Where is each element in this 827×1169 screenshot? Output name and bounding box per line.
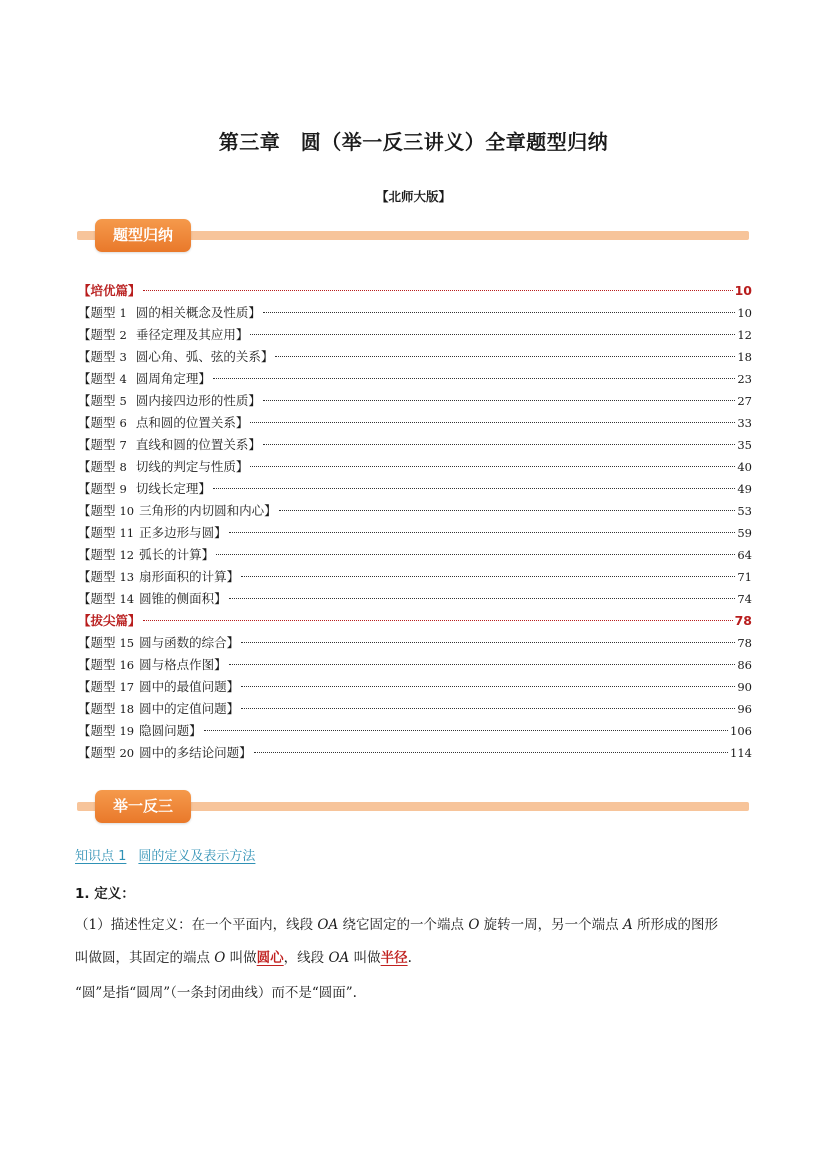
knowledge-point-number: 知识点 1 [75, 849, 127, 864]
term-radius: 半径 [380, 950, 408, 966]
toc-page-number: 53 [737, 504, 752, 518]
toc-item-label [78, 676, 239, 698]
toc-item-number: 20 [119, 746, 135, 760]
text-segment: 所形成的图形 [632, 917, 719, 933]
toc-item-number: 18 [119, 702, 135, 716]
toc-item-row[interactable] [78, 324, 752, 346]
toc-page-number: 10 [737, 306, 752, 320]
toc-item-row[interactable] [78, 676, 752, 698]
toc-item-label [78, 434, 261, 456]
toc-item-prefix: 【题型 [78, 569, 120, 584]
toc-item-prefix: 【题型 [78, 635, 120, 650]
toc-page-number: 90 [737, 680, 752, 694]
toc-leader-dots [241, 576, 735, 577]
point-o: O [468, 917, 480, 933]
toc-item-prefix: 【题型 [78, 723, 120, 738]
toc-leader-dots [229, 664, 736, 665]
toc-item-number: 3 [119, 350, 127, 364]
toc-leader-dots [213, 378, 736, 379]
toc-page-number: 86 [737, 658, 752, 672]
knowledge-point-heading[interactable] [75, 845, 255, 864]
toc-page-number: 59 [737, 526, 752, 540]
toc-item-number: 9 [119, 482, 127, 496]
toc-item-prefix: 【题型 [78, 393, 120, 408]
toc-leader-dots [143, 620, 733, 621]
toc-item-row[interactable] [78, 346, 752, 368]
toc-leader-dots [254, 752, 728, 753]
toc-item-number: 13 [119, 570, 135, 584]
toc-section-row[interactable] [78, 280, 752, 302]
toc-item-title: 圆心角、弧、弦的关系】 [135, 349, 274, 364]
segment-oa: OA [317, 917, 339, 933]
toc-item-number: 11 [119, 526, 135, 540]
toc-leader-dots [204, 730, 728, 731]
toc-item-number: 10 [119, 504, 135, 518]
toc-item-number: 4 [119, 372, 127, 386]
toc-section-label: 【培优篇】 [78, 283, 141, 298]
toc-page-number: 40 [737, 460, 752, 474]
toc-item-row[interactable] [78, 522, 752, 544]
toc-item-number: 1 [119, 306, 127, 320]
toc-item-prefix: 【题型 [78, 437, 120, 452]
toc-leader-dots [263, 312, 736, 313]
toc-item-label [78, 522, 227, 544]
knowledge-point-title: 圆的定义及表示方法 [138, 849, 256, 864]
toc-leader-dots [263, 444, 736, 445]
toc-item-row[interactable] [78, 368, 752, 390]
toc-item-number: 15 [119, 636, 135, 650]
text-segment: . [407, 950, 412, 966]
toc-leader-dots [263, 400, 736, 401]
toc-item-title: 切线长定理】 [135, 481, 211, 496]
toc-leader-dots [229, 532, 736, 533]
toc-leader-dots [229, 598, 736, 599]
toc-page-number: 27 [737, 394, 752, 408]
toc-item-label [78, 632, 239, 654]
toc-item-label [78, 720, 202, 742]
toc-page-number: 49 [737, 482, 752, 496]
toc-item-label [78, 324, 248, 346]
toc-item-title: 垂径定理及其应用】 [135, 327, 249, 342]
toc-item-prefix: 【题型 [78, 701, 120, 716]
toc-item-number: 8 [119, 460, 127, 474]
toc-item-number: 7 [119, 438, 127, 452]
toc-item-number: 14 [119, 592, 135, 606]
toc-page-number: 12 [737, 328, 752, 342]
toc-item-label [78, 456, 248, 478]
toc-item-row[interactable] [78, 434, 752, 456]
toc-item-title: 圆中的多结论问题】 [139, 745, 252, 760]
toc-page-number: 71 [737, 570, 752, 584]
toc-item-prefix: 【题型 [78, 657, 120, 672]
toc-leader-dots [241, 708, 735, 709]
toc-item-label [78, 478, 211, 500]
toc-item-number: 19 [119, 724, 135, 738]
toc-leader-dots [213, 488, 736, 489]
toc-item-row[interactable] [78, 654, 752, 676]
toc-item-title: 圆内接四边形的性质】 [135, 393, 261, 408]
toc-item-label [78, 566, 239, 588]
toc-item-prefix: 【题型 [78, 547, 120, 562]
toc-leader-dots [216, 554, 735, 555]
toc-item-prefix: 【题型 [78, 591, 120, 606]
table-of-contents [78, 280, 752, 764]
banner-tag: 举一反三 [95, 790, 191, 823]
toc-item-number: 12 [119, 548, 135, 562]
toc-page-number: 96 [737, 702, 752, 716]
definition-note: “圆”是指“圆周”（一条封闭曲线）而不是“圆面”. [75, 985, 357, 1001]
toc-item-label [78, 500, 277, 522]
toc-item-number: 17 [119, 680, 135, 694]
toc-page-number: 10 [734, 283, 752, 298]
toc-leader-dots [279, 510, 736, 511]
toc-leader-dots [250, 422, 735, 423]
text-segment: 旋转一周，另一个端点 [479, 917, 623, 933]
toc-item-title: 扇形面积的计算】 [139, 569, 240, 584]
toc-page-number: 23 [737, 372, 752, 386]
toc-item-row[interactable] [78, 500, 752, 522]
definition-line-1 [75, 913, 753, 933]
point-a: A [622, 917, 633, 933]
toc-leader-dots [241, 642, 735, 643]
toc-item-title: 圆中的定值问题】 [139, 701, 240, 716]
toc-item-prefix: 【题型 [78, 349, 120, 364]
toc-item-number: 2 [119, 328, 127, 342]
toc-item-row[interactable] [78, 412, 752, 434]
toc-section-row[interactable] [78, 610, 752, 632]
toc-item-row[interactable] [78, 588, 752, 610]
toc-item-title: 点和圆的位置关系】 [135, 415, 249, 430]
toc-item-prefix: 【题型 [78, 679, 120, 694]
text-segment: （1）描述性定义：在一个平面内，线段 [75, 917, 318, 933]
toc-item-row[interactable] [78, 456, 752, 478]
toc-item-title: 圆的相关概念及性质】 [135, 305, 261, 320]
toc-page-number: 78 [737, 636, 752, 650]
toc-item-title: 正多边形与圆】 [139, 525, 227, 540]
toc-item-row[interactable] [78, 302, 752, 324]
toc-page-number: 33 [737, 416, 752, 430]
toc-item-label [78, 742, 252, 764]
document-title: 第三章 圆（举一反三讲义）全章题型归纳 [218, 130, 609, 154]
examples-banner [77, 788, 749, 828]
toc-item-label [78, 346, 273, 368]
toc-item-title: 圆中的最值问题】 [139, 679, 240, 694]
definition-label: 1. 定义： [75, 886, 135, 902]
toc-item-number: 6 [119, 416, 127, 430]
toc-item-label [78, 654, 227, 676]
toc-item-prefix: 【题型 [78, 459, 120, 474]
toc-item-label [78, 302, 261, 324]
toc-item-title: 直线和圆的位置关系】 [135, 437, 261, 452]
toc-item-number: 16 [119, 658, 135, 672]
toc-page-number: 74 [737, 592, 752, 606]
toc-item-row[interactable] [78, 632, 752, 654]
toc-item-number: 5 [119, 394, 127, 408]
toc-item-prefix: 【题型 [78, 371, 120, 386]
toc-item-label [78, 698, 239, 720]
text-segment: 叫做圆，其固定的端点 [75, 950, 215, 966]
text-segment: 绕它固定的一个端点 [338, 917, 469, 933]
toc-leader-dots [275, 356, 735, 357]
toc-section-label: 【拔尖篇】 [78, 613, 141, 628]
toc-item-row[interactable] [78, 390, 752, 412]
toc-item-row[interactable] [78, 742, 752, 764]
toc-item-title: 三角形的内切圆和内心】 [139, 503, 277, 518]
toc-item-title: 圆周角定理】 [135, 371, 211, 386]
toc-item-row[interactable] [78, 566, 752, 588]
toc-item-label [78, 588, 227, 610]
toc-banner [77, 217, 749, 257]
toc-item-prefix: 【题型 [78, 745, 120, 760]
toc-leader-dots [241, 686, 735, 687]
toc-item-prefix: 【题型 [78, 415, 120, 430]
toc-item-label [78, 390, 261, 412]
toc-item-title: 弧长的计算】 [139, 547, 215, 562]
toc-item-prefix: 【题型 [78, 327, 120, 342]
banner-tag: 题型归纳 [95, 219, 191, 252]
toc-item-title: 圆与格点作图】 [139, 657, 227, 672]
toc-item-row[interactable] [78, 720, 752, 742]
toc-page-number: 18 [737, 350, 752, 364]
edition-label: 【北师大版】 [375, 189, 451, 204]
toc-leader-dots [250, 334, 735, 335]
text-segment: 叫做 [349, 950, 381, 966]
toc-item-prefix: 【题型 [78, 305, 120, 320]
toc-item-prefix: 【题型 [78, 503, 120, 518]
toc-item-prefix: 【题型 [78, 525, 120, 540]
toc-item-title: 切线的判定与性质】 [135, 459, 249, 474]
segment-oa: OA [328, 950, 350, 966]
toc-item-title: 圆与函数的综合】 [139, 635, 240, 650]
toc-item-row[interactable] [78, 478, 752, 500]
toc-item-title: 圆锥的侧面积】 [139, 591, 227, 606]
toc-page-number: 64 [737, 548, 752, 562]
toc-item-label [78, 544, 214, 566]
point-o: O [214, 950, 226, 966]
toc-page-number: 114 [730, 746, 752, 760]
toc-item-label [78, 412, 248, 434]
term-center: 圆心 [256, 950, 284, 966]
toc-item-prefix: 【题型 [78, 481, 120, 496]
toc-item-row[interactable] [78, 544, 752, 566]
toc-item-title: 隐圆问题】 [139, 723, 202, 738]
toc-page-number: 106 [730, 724, 752, 738]
definition-line-2 [75, 946, 753, 966]
toc-leader-dots [250, 466, 735, 467]
text-segment: 叫做 [225, 950, 257, 966]
toc-page-number: 78 [734, 613, 752, 628]
text-segment: ，线段 [283, 950, 329, 966]
toc-leader-dots [143, 290, 733, 291]
toc-item-label [78, 368, 211, 390]
toc-item-row[interactable] [78, 698, 752, 720]
toc-page-number: 35 [737, 438, 752, 452]
